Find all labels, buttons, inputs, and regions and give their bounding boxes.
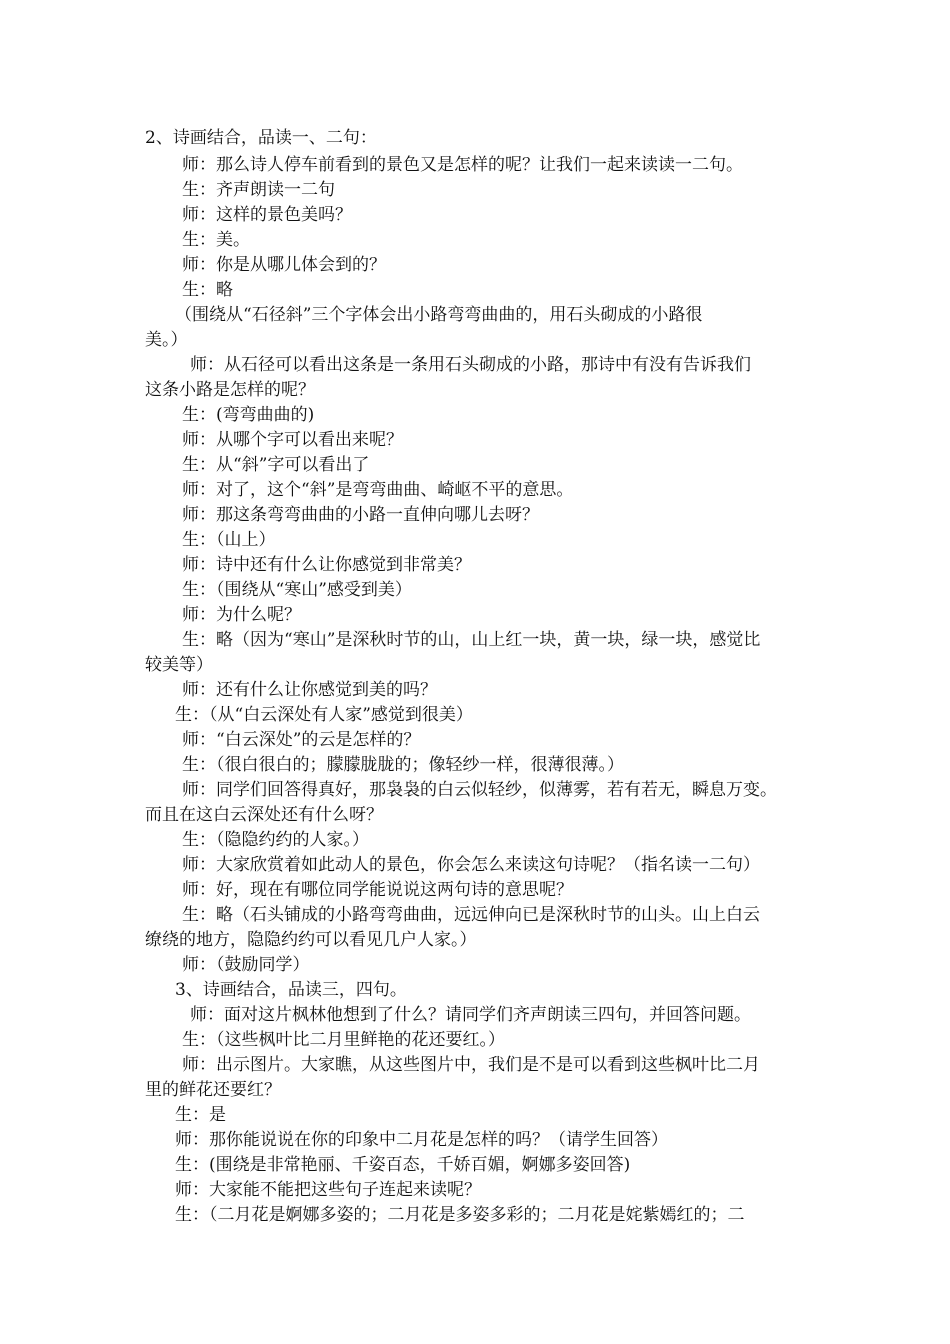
dialogue-line: 师：从石径可以看出这条是一条用石头砌成的小路，那诗中有没有告诉我们: [190, 355, 751, 375]
dialogue-continuation: 美。）: [145, 330, 188, 350]
dialogue-line: 生：（二月花是婀娜多姿的；二月花是多姿多彩的；二月花是姹紫嫣红的；二: [175, 1205, 745, 1225]
dialogue-line: 师：为什么呢？: [182, 605, 301, 625]
dialogue-line: 生：（隐隐约约的人家。）: [182, 830, 369, 850]
dialogue-line: （围绕从“石径斜”三个字体会出小路弯弯曲曲的，用石头砌成的小路很: [175, 305, 703, 325]
dialogue-line: 生：（很白很白的；朦朦胧胧的；像轻纱一样，很薄很薄。）: [182, 755, 624, 775]
dialogue-line: 生：（这些枫叶比二月里鲜艳的花还要红。）: [182, 1030, 505, 1050]
dialogue-continuation: 缭绕的地方，隐隐约约可以看见几户人家。）: [145, 930, 477, 950]
dialogue-line: 师：还有什么让你感觉到美的吗？: [182, 680, 437, 700]
dialogue-line: 师：大家欣赏着如此动人的景色，你会怎么来读这句诗呢？（指名读一二句）: [182, 855, 760, 875]
dialogue-line: 师：诗中还有什么让你感觉到非常美？: [182, 555, 471, 575]
dialogue-line: 师：那你能说说在你的印象中二月花是怎样的吗？（请学生回答）: [175, 1130, 668, 1150]
dialogue-continuation: 这条小路是怎样的呢？: [145, 380, 315, 400]
section-heading: 2、诗画结合，品读一、二句：: [145, 128, 377, 148]
dialogue-line: 师：（鼓励同学）: [182, 955, 310, 975]
dialogue-line: 生：是: [175, 1105, 226, 1125]
dialogue-continuation: 里的鲜花还要红？: [145, 1080, 281, 1100]
dialogue-line: 生：（山上）: [182, 530, 276, 550]
dialogue-line: 生：略: [182, 280, 233, 300]
dialogue-line: 师：大家能不能把这些句子连起来读呢？: [175, 1180, 481, 1200]
dialogue-line: 师：那么诗人停车前看到的景色又是怎样的呢？让我们一起来读读一二句。: [182, 155, 743, 175]
dialogue-line: 生：（从“白云深处有人家”感觉到很美）: [175, 705, 473, 725]
dialogue-continuation: 较美等）: [145, 655, 213, 675]
dialogue-line: 生：美。: [182, 230, 250, 250]
dialogue-line: 生：略（石头铺成的小路弯弯曲曲，远远伸向已是深秋时节的山头。山上白云: [182, 905, 760, 925]
dialogue-line: 生：齐声朗读一二句: [182, 180, 335, 200]
dialogue-line: 生：略（因为“寒山”是深秋时节的山，山上红一块，黄一块，绿一块，感觉比: [182, 630, 761, 650]
dialogue-line: 生：（围绕从“寒山”感受到美）: [182, 580, 412, 600]
dialogue-line: 师：好，现在有哪位同学能说说这两句诗的意思呢？: [182, 880, 573, 900]
dialogue-line: 师：那这条弯弯曲曲的小路一直伸向哪儿去呀？: [182, 505, 539, 525]
dialogue-line: 师：“白云深处”的云是怎样的？: [182, 730, 421, 750]
dialogue-line: 生：从“斜”字可以看出了: [182, 455, 370, 475]
dialogue-line: 师：面对这片枫林他想到了什么？请同学们齐声朗读三四句，并回答问题。: [190, 1005, 751, 1025]
dialogue-line: 师：从哪个字可以看出来呢？: [182, 430, 403, 450]
dialogue-line: 师：对了，这个“斜”是弯弯曲曲、崎岖不平的意思。: [182, 480, 574, 500]
dialogue-line: 生：(围绕是非常艳丽、千姿百态，千娇百媚，婀娜多姿回答): [175, 1155, 631, 1175]
dialogue-line: 师：同学们回答得真好，那袅袅的白云似轻纱，似薄雾，若有若无，瞬息万变。: [182, 780, 777, 800]
dialogue-line: 师：出示图片。大家瞧，从这些图片中，我们是不是可以看到这些枫叶比二月: [182, 1055, 760, 1075]
section-heading: 3、诗画结合，品读三，四句。: [175, 980, 407, 1000]
dialogue-line: 师：这样的景色美吗？: [182, 205, 352, 225]
dialogue-line: 师：你是从哪儿体会到的？: [182, 255, 386, 275]
dialogue-line: 生：(弯弯曲曲的): [182, 405, 315, 425]
dialogue-continuation: 而且在这白云深处还有什么呀？: [145, 805, 383, 825]
